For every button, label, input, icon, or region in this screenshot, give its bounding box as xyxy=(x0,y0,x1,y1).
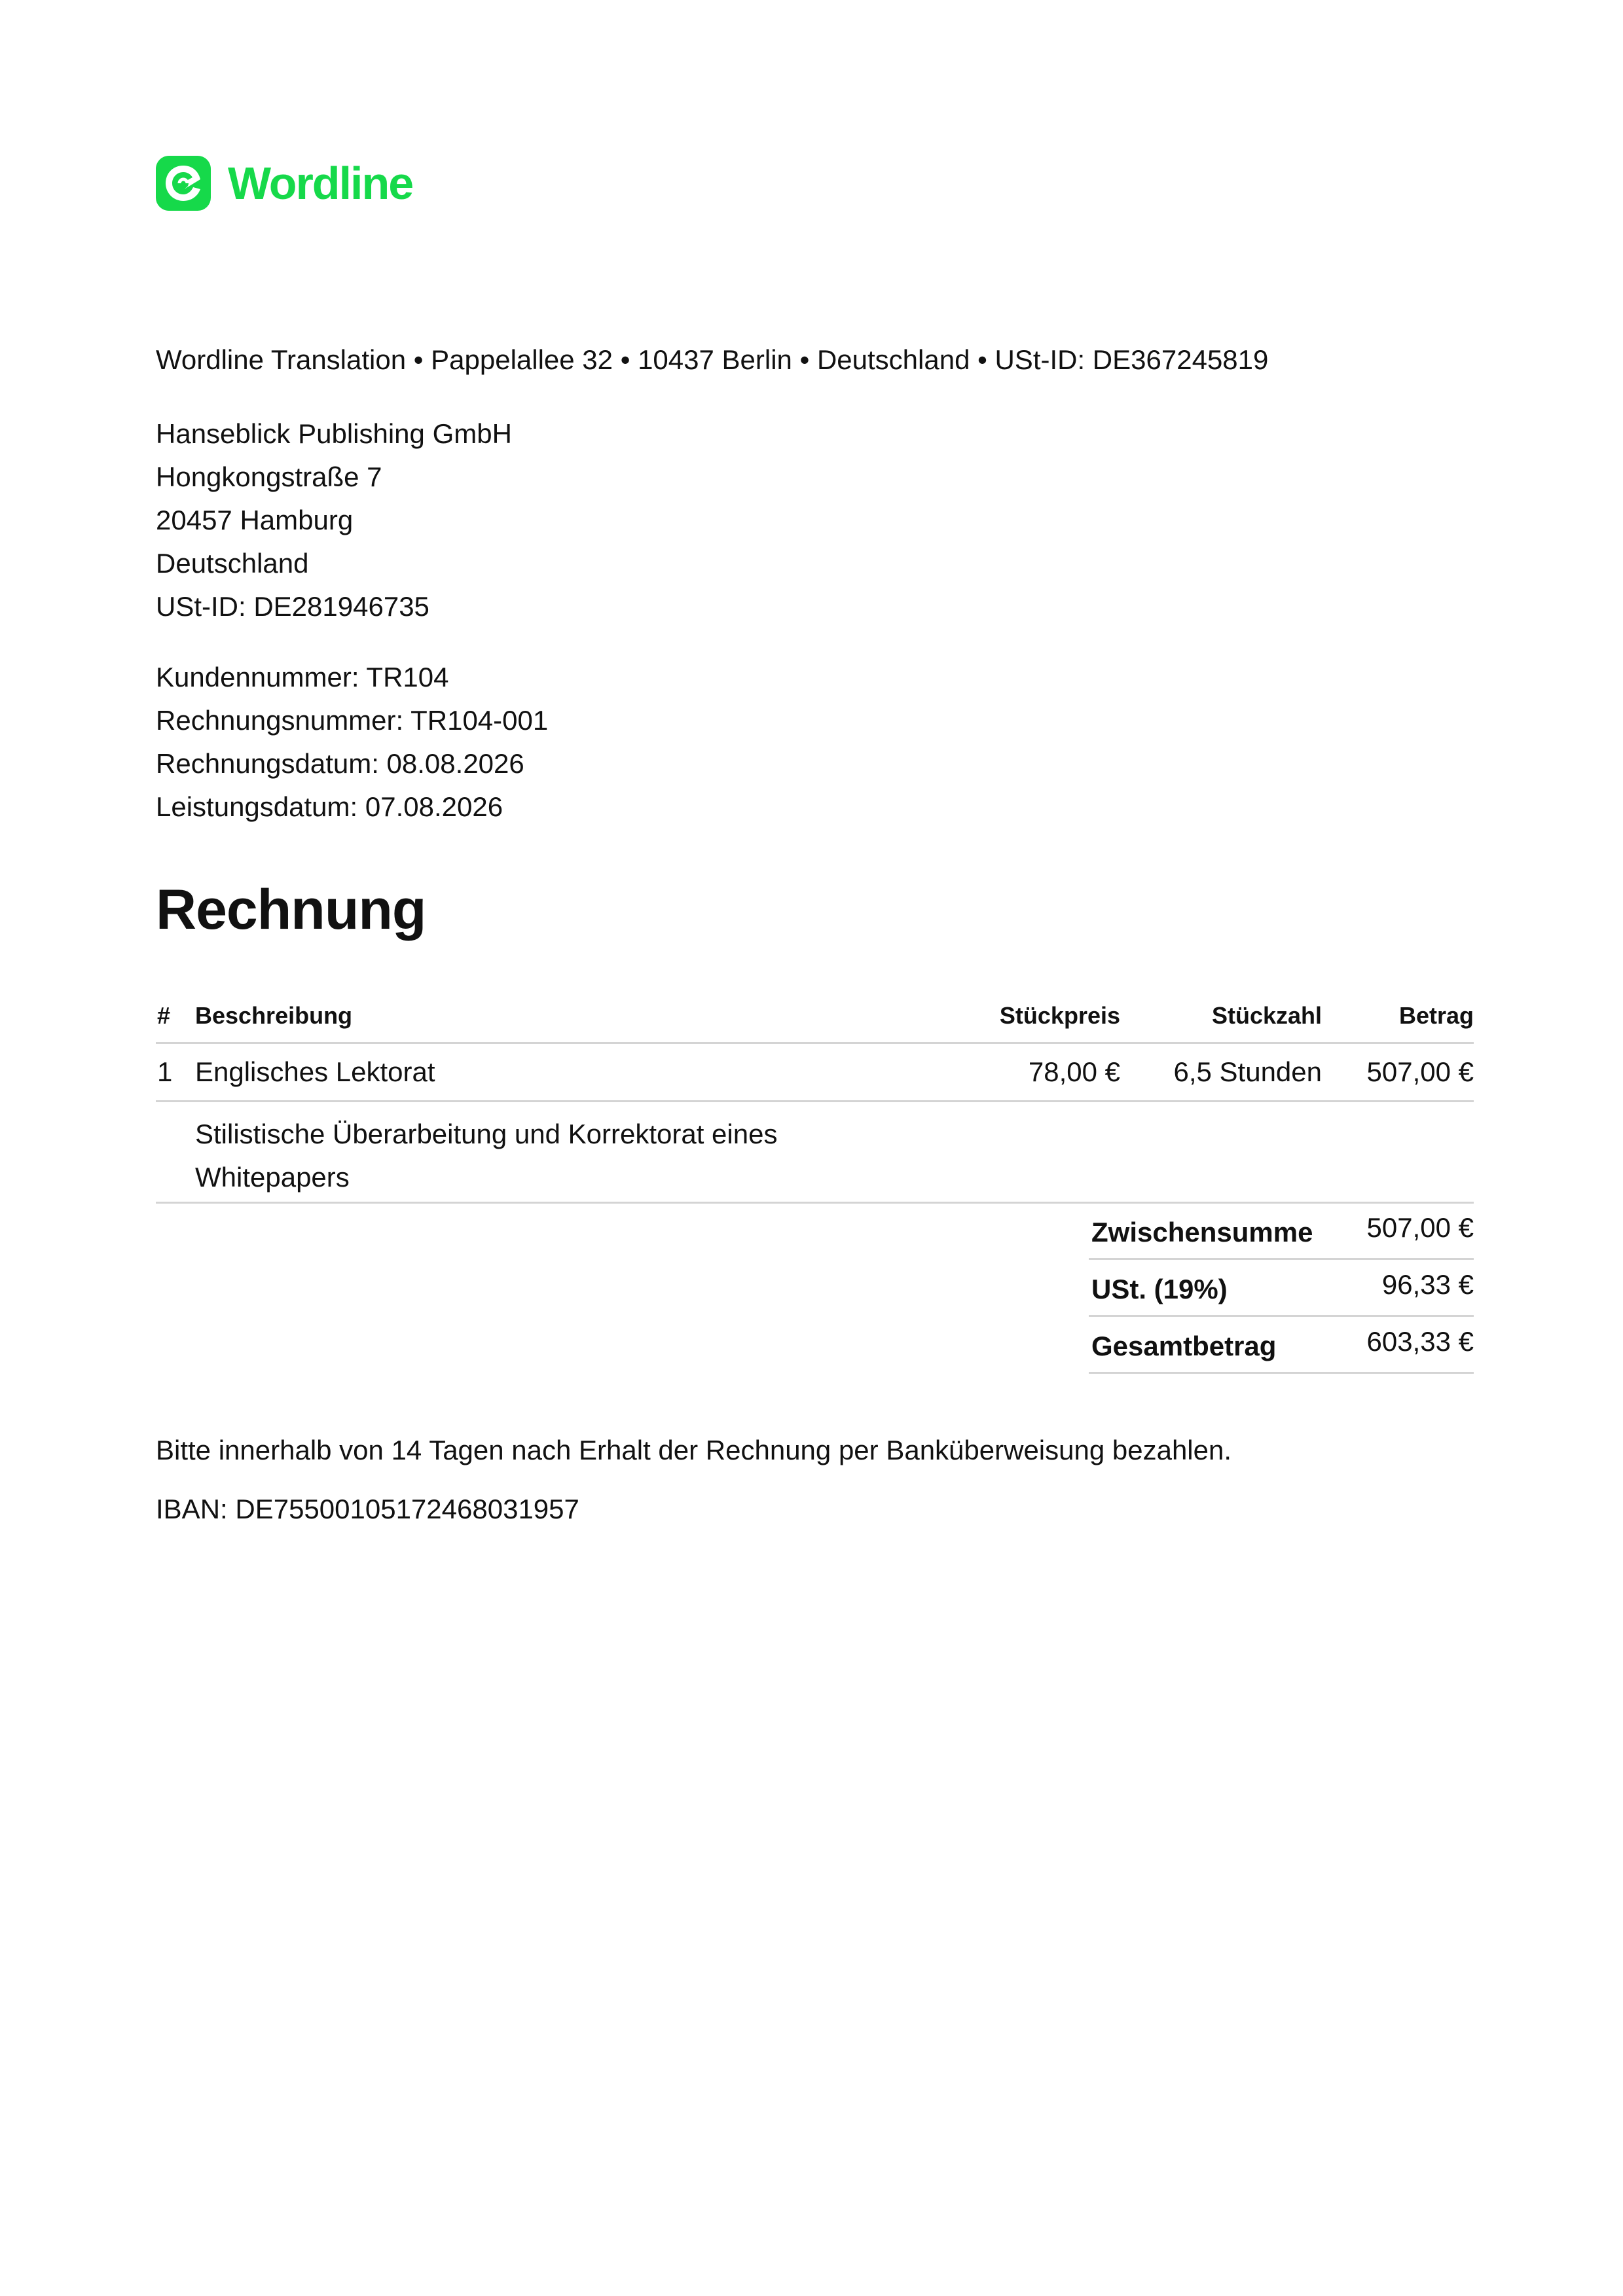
customer-number: Kundennummer: TR104 xyxy=(156,662,449,692)
invoice-number: Rechnungsnummer: TR104-001 xyxy=(156,705,549,736)
item-details: Stilistische Überarbeitung und Korrektorat eines Whitepapers xyxy=(195,1119,778,1193)
invoice-table xyxy=(156,990,1474,1204)
header-unit-price: Stückpreis xyxy=(999,1002,1120,1029)
recipient-country: Deutschland xyxy=(156,548,309,579)
recipient-vat-id: USt-ID: DE281946735 xyxy=(156,591,429,622)
subtotal-row xyxy=(1089,1203,1474,1260)
recipient-company: Hanseblick Publishing GmbH xyxy=(156,418,512,449)
item-amount: 507,00 € xyxy=(1366,1056,1474,1087)
table-header-row xyxy=(156,990,1474,1044)
table-row-details xyxy=(156,1102,1474,1204)
invoice-date: Rechnungsdatum: 08.08.2026 xyxy=(156,748,524,779)
iban: IBAN: DE75500105172468031957 xyxy=(156,1494,579,1524)
subtotal-label: Zwischensumme xyxy=(1091,1217,1313,1247)
brand-name: Wordline xyxy=(228,158,413,209)
table-row xyxy=(156,1044,1474,1102)
page-title: Rechnung xyxy=(156,878,426,941)
wordline-logo-icon xyxy=(156,156,211,211)
vat-row xyxy=(1089,1260,1474,1317)
header-quantity: Stückzahl xyxy=(1211,1002,1322,1029)
sender-line: Wordline Translation • Pappelallee 32 • 10437 Berlin • Deutschland • USt-ID: DE367245819 xyxy=(156,344,1269,375)
header-num: # xyxy=(157,1002,171,1029)
vat-value: 96,33 € xyxy=(1381,1269,1474,1300)
total-label: Gesamtbetrag xyxy=(1091,1331,1277,1361)
recipient-street: Hongkongstraße 7 xyxy=(156,461,382,492)
recipient-address xyxy=(156,412,512,628)
vat-label: USt. (19%) xyxy=(1091,1274,1228,1304)
recipient-city: 20457 Hamburg xyxy=(156,505,354,535)
item-num: 1 xyxy=(157,1056,173,1087)
header-amount: Betrag xyxy=(1398,1002,1474,1029)
header-description: Beschreibung xyxy=(195,1002,353,1029)
total-row xyxy=(1089,1317,1474,1374)
totals-block xyxy=(1089,1203,1474,1374)
item-description: Englisches Lektorat xyxy=(195,1056,435,1087)
subtotal-value: 507,00 € xyxy=(1366,1212,1474,1243)
item-quantity: 6,5 Stunden xyxy=(1173,1056,1322,1087)
total-value: 603,33 € xyxy=(1366,1326,1474,1357)
item-unit-price: 78,00 € xyxy=(1028,1056,1120,1087)
invoice-meta xyxy=(156,656,548,829)
payment-note: Bitte innerhalb von 14 Tagen nach Erhalt der Rechnung per Banküberweisung bezahlen. xyxy=(156,1435,1232,1465)
brand-logo xyxy=(156,156,412,211)
service-date: Leistungsdatum: 07.08.2026 xyxy=(156,791,503,822)
